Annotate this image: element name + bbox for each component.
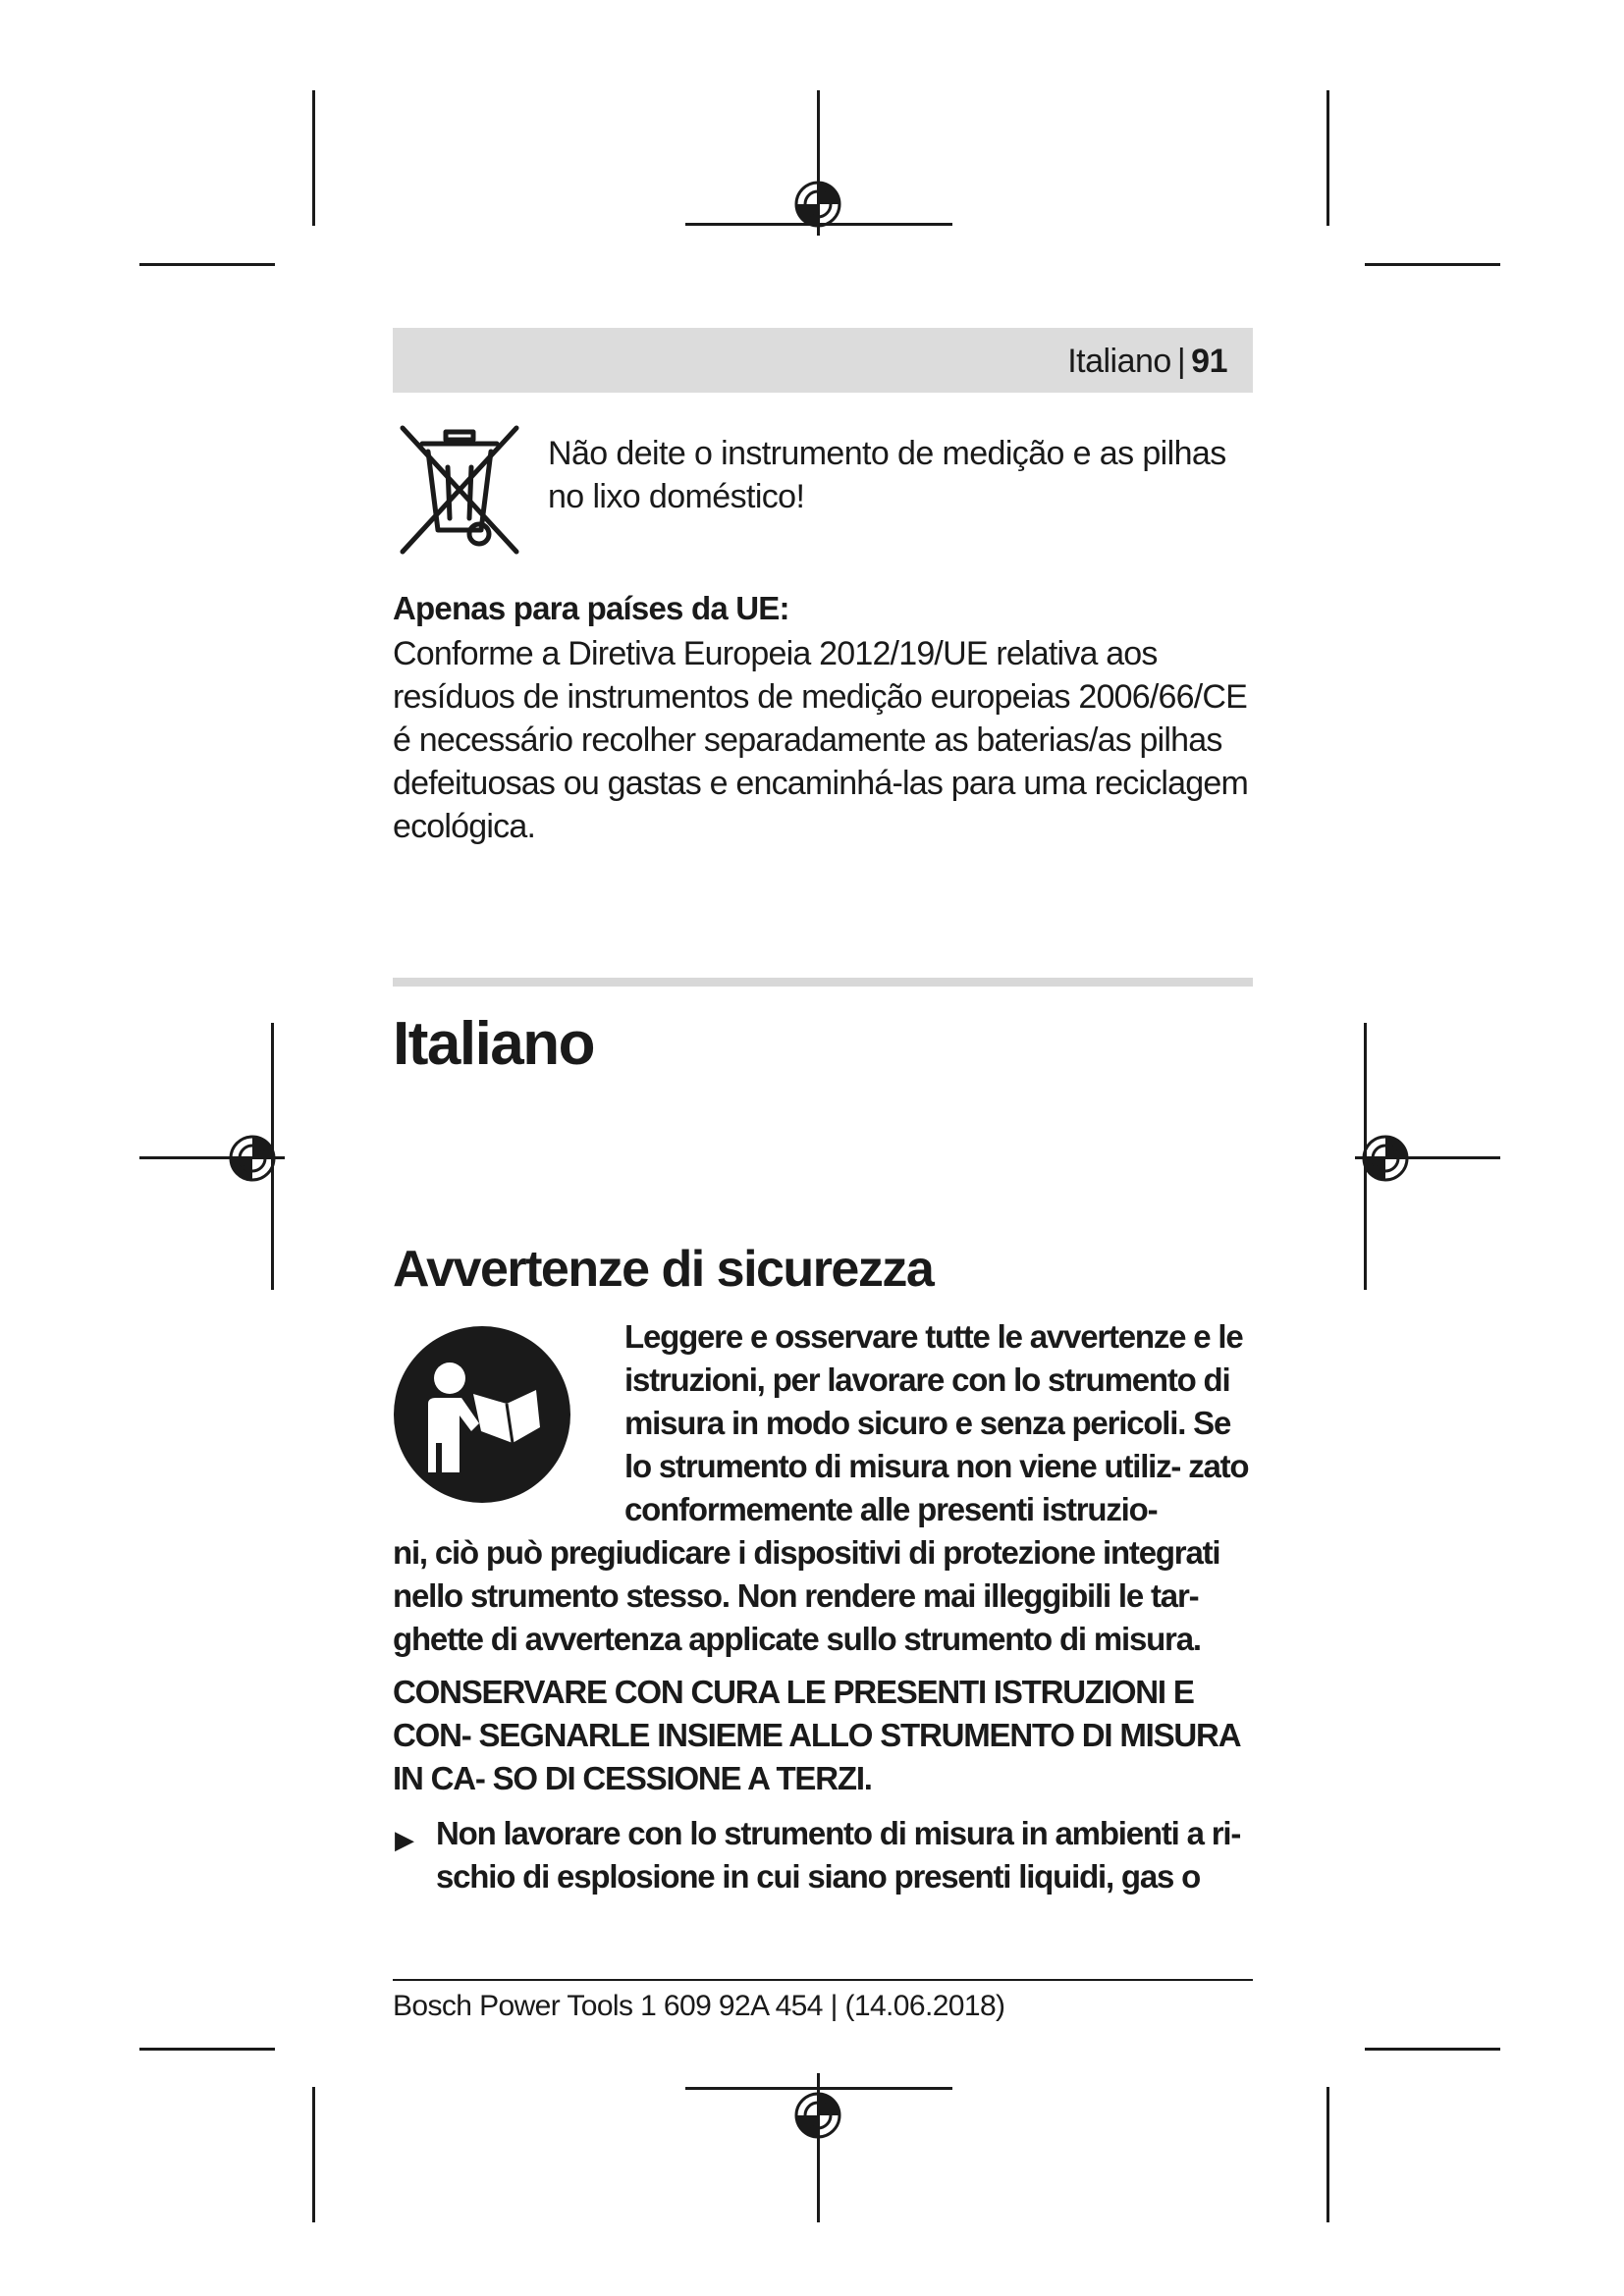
weee-notice-pt: Não deite o instrumento de medição e as pilhas no lixo doméstico!	[548, 435, 1226, 515]
language-title: Italiano	[393, 1010, 595, 1078]
registration-mark-icon	[225, 1131, 280, 1186]
registration-mark-icon	[790, 177, 845, 232]
crop-mark-line	[312, 2087, 315, 2222]
page-number: 91	[1191, 343, 1227, 380]
safety-intro-continued: ni, ciò può pregiudicare i dispositivi di protezione integrati nello strumento stesso. Non rendere mai illeggibili le tar- ghette di avvertenza applicate sullo strumento di misura.	[393, 1534, 1220, 1657]
safety-intro-right: Leggere e osservare tutte le avvertenze e le istruzioni, per lavorare con lo strumento di misura in modo sicuro e senza pericoli. Se lo strumento di misura non viene utiliz- zato conformemente alle presenti istruzio-	[624, 1318, 1249, 1527]
crossed-out-wheelie-bin-icon	[397, 424, 522, 556]
crop-mark-line	[139, 2048, 275, 2051]
header-text	[1067, 342, 1227, 381]
crop-mark-line	[1365, 263, 1500, 266]
footer-rule	[393, 1979, 1253, 1981]
crop-mark-line	[1365, 2048, 1500, 2051]
footer-text: Bosch Power Tools 1 609 92A 454 | (14.06.2018)	[393, 1990, 1005, 2022]
keep-instructions-notice: CONSERVARE CON CURA LE PRESENTI ISTRUZIONI E CON- SEGNARLE INSIEME ALLO STRUMENTO DI MISURA IN CA- SO DI CESSIONE A TERZI.	[393, 1674, 1240, 1796]
crop-mark-line	[312, 90, 315, 226]
registration-mark-icon	[790, 2088, 845, 2143]
safety-bullet-text: Non lavorare con lo strumento di misura in ambienti a ri- schio di esplosione in cui siano presenti liquidi, gas o	[436, 1815, 1241, 1895]
read-manual-icon	[393, 1325, 571, 1504]
header-separator: |	[1176, 343, 1186, 380]
crop-mark-line	[1326, 2087, 1329, 2222]
safety-title: Avvertenze di sicurezza	[393, 1241, 934, 1298]
running-header	[393, 328, 1253, 393]
eu-section-body: Conforme a Diretiva Europeia 2012/19/UE relativa aos resíduos de instrumentos de medição europeias 2006/66/CE é necessário recolher separadamente as baterias/as pilhas defeituosas ou gastas e encaminhá-las para uma reciclagem ecológica.	[393, 635, 1249, 845]
eu-section-title: Apenas para países da UE:	[393, 590, 789, 626]
header-section: Italiano	[1067, 343, 1171, 380]
section-divider	[393, 978, 1253, 987]
crop-mark-line	[1326, 90, 1329, 226]
registration-mark-icon	[1358, 1131, 1413, 1186]
bullet-arrow-icon: ▶	[395, 1825, 414, 1854]
crop-mark-line	[139, 263, 275, 266]
